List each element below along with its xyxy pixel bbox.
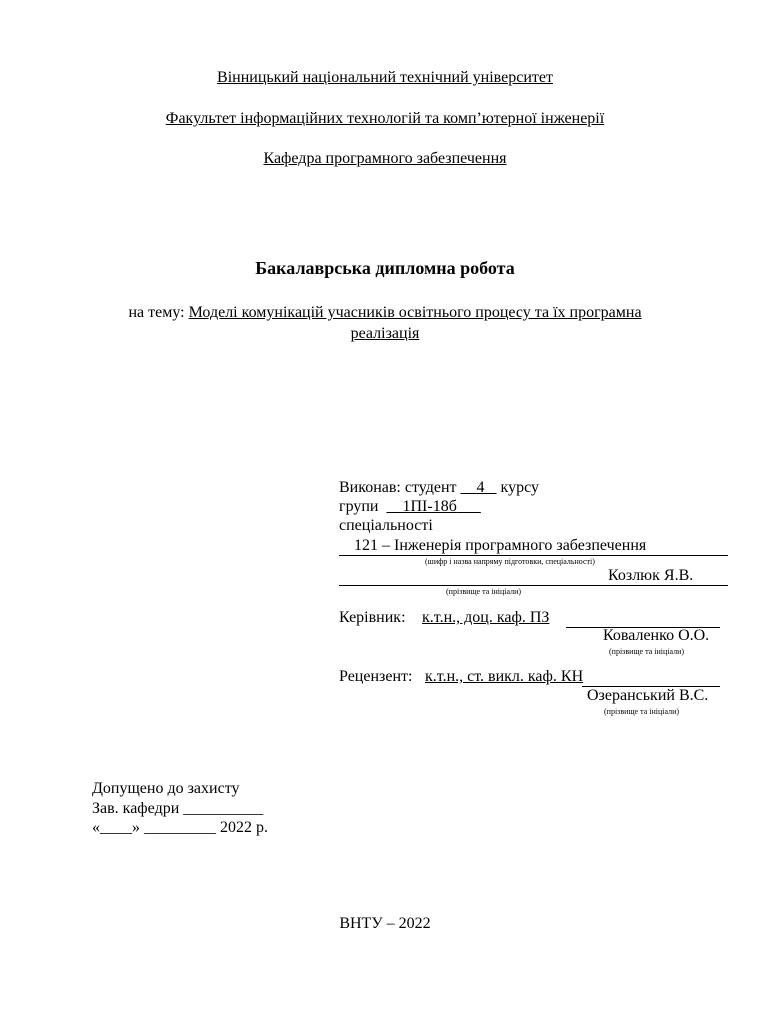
faculty-name: Факультет інформаційних технологій та комп’ютерної інженерії: [165, 110, 605, 127]
student-rule: [339, 585, 728, 586]
supervisor-position: к.т.н., доц. каф. ПЗ: [422, 609, 550, 626]
supervisor-label: Керівник:: [339, 609, 406, 626]
approval-line-2: Зав. кафедри __________: [92, 800, 264, 817]
performer-label: Виконав: студент: [339, 479, 457, 496]
reviewer-hint: (прізвище та ініціали): [604, 707, 680, 716]
specialty-label: спеціальності: [339, 517, 433, 534]
group-label: групи: [339, 498, 379, 515]
supervisor-line: [339, 609, 406, 627]
course-value: 4: [476, 479, 485, 496]
group-value: 1ПІ-18б: [402, 498, 457, 515]
supervisor-name: Коваленко О.О.: [603, 627, 710, 644]
topic-text-1: Моделі комунікацій учасників освітнього процесу та їх програмна: [188, 304, 642, 321]
topic-line-2: [0, 325, 770, 343]
approval-line-1: Допущено до захисту: [92, 780, 240, 797]
topic-prefix: на тему:: [128, 304, 189, 321]
topic-text-2: реалізація: [350, 325, 420, 342]
performer-line: [339, 479, 539, 497]
specialty-hint: (шифр і назва напряму підготовки, спеціальності): [425, 557, 595, 566]
reviewer-line: [339, 668, 412, 686]
specialty-value: 121 – Інженерія програмного забезпечення: [354, 537, 647, 554]
student-name: Козлюк Я.В.: [608, 567, 694, 584]
university-name: Вінницький національний технічний університет: [217, 69, 553, 86]
reviewer-name: Озеранський В.С.: [587, 687, 709, 704]
work-type-title: Бакалаврська дипломна робота: [255, 258, 515, 278]
topic-line-1: [0, 304, 770, 322]
department-name: Кафедра програмного забезпечення: [263, 150, 507, 167]
student-hint: (прізвище та ініціали): [446, 587, 522, 596]
supervisor-hint: (прізвище та ініціали): [609, 647, 685, 656]
specialty-rule: [339, 555, 728, 556]
reviewer-position: к.т.н., ст. викл. каф. КН: [425, 668, 584, 685]
approval-line-3: «____» _________ 2022 р.: [92, 819, 268, 836]
footer-text: ВНТУ – 2022: [339, 915, 431, 932]
course-label: курсу: [500, 479, 539, 496]
group-line: [339, 498, 481, 516]
reviewer-label: Рецензент:: [339, 668, 413, 685]
